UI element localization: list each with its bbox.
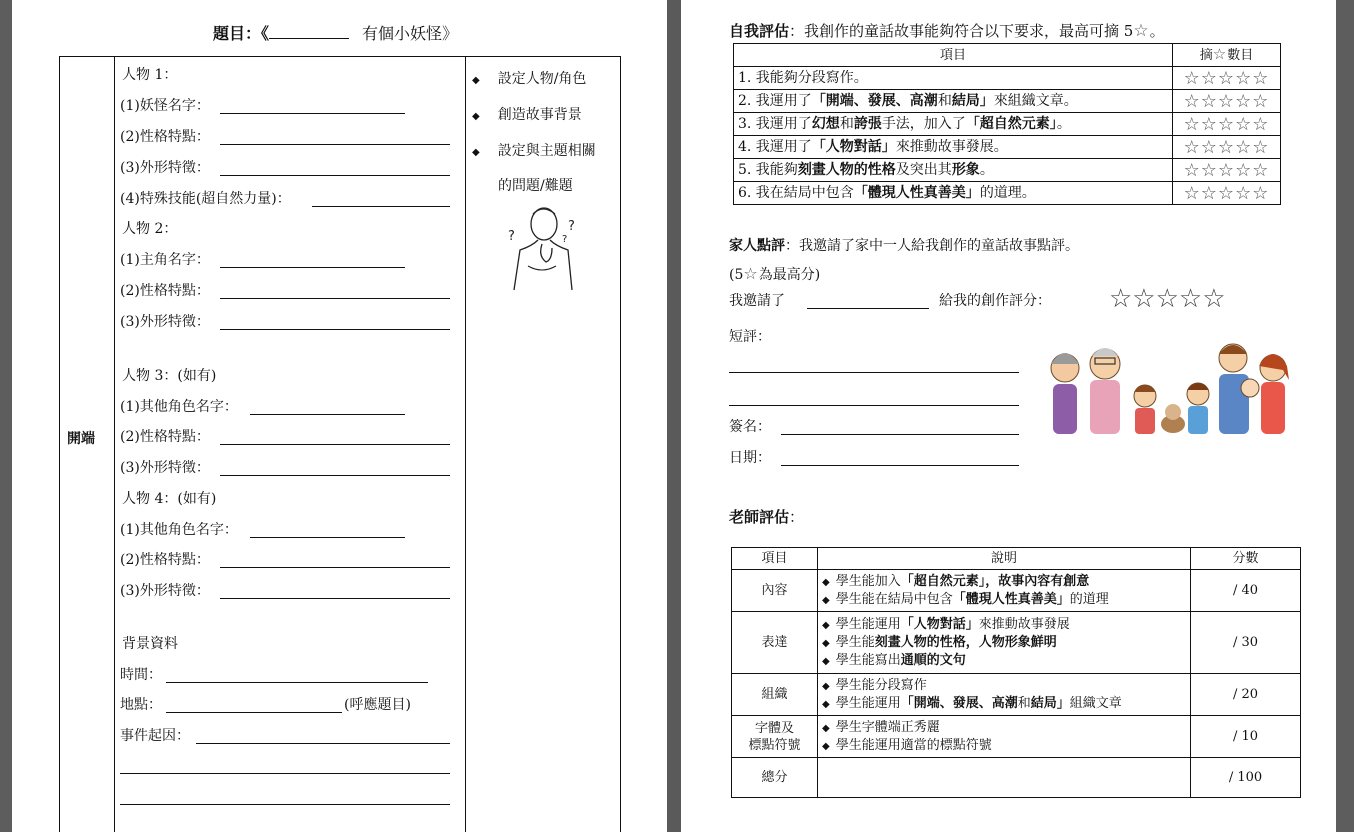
teacher-criterion: ◆ 學生能運用「開端、發展、高潮和結局」組織文章 — [822, 695, 1122, 711]
teacher-criterion: ◆ 學生能刻畫人物的性格，人物形象鮮明 — [822, 634, 1057, 650]
self-eval-table — [733, 43, 1281, 205]
self-eval-stars[interactable]: ☆☆☆☆☆ — [1173, 136, 1281, 159]
teacher-row-description — [818, 612, 1191, 674]
self-eval-row — [734, 136, 1281, 159]
self-eval-criterion: 5. 我能夠刻畫人物的性格及突出其形象。 — [734, 159, 1173, 182]
teacher-row-description — [818, 570, 1191, 612]
cause-label: 事件起因： — [120, 728, 190, 744]
char4-name-label: (1)其他角色名字： — [120, 522, 238, 538]
invitee-field[interactable] — [807, 308, 929, 309]
family-rating-stars[interactable]: ☆☆☆☆☆ — [1109, 284, 1226, 314]
table-left-border — [59, 56, 60, 832]
teacher-row-description — [818, 674, 1191, 716]
char1-power-label: (4)特殊技能(超自然力量)： — [120, 191, 291, 207]
tip-item: ◆ 設定人物/角色 — [472, 71, 587, 87]
self-eval-criterion: 4. 我運用了「人物對話」來推動故事發展。 — [734, 136, 1173, 159]
tip-item: ◆ 設定與主題相關 — [472, 143, 596, 159]
teacher-criterion: ◆ 學生能運用「人物對話」來推動故事發展 — [822, 616, 1070, 632]
teacher-row-score[interactable]: / 100 — [1191, 758, 1301, 798]
date-field[interactable] — [781, 465, 1019, 466]
cause-field-line-3[interactable] — [120, 804, 450, 805]
bullet-icon: ◆ — [822, 594, 830, 606]
char1-personality-label: (2)性格特點： — [120, 129, 210, 145]
table-right-border — [620, 56, 621, 832]
teacher-row-description — [818, 716, 1191, 758]
bullet-icon: ◆ — [822, 680, 830, 692]
char4-name-field[interactable] — [250, 537, 405, 538]
thinking-person-illustration — [502, 200, 582, 295]
char1-appearance-label: (3)外形特徵： — [120, 160, 210, 176]
invite-label: 我邀請了 — [729, 293, 785, 309]
teacher-criterion: ◆ 學生能加入「超自然元素」，故事內容有創意 — [822, 573, 1090, 589]
teacher-row-score[interactable]: / 30 — [1191, 612, 1301, 674]
worksheet-page-left — [12, 0, 667, 832]
teacher-criterion: ◆ 學生能寫出通順的文句 — [822, 652, 966, 668]
comment-label: 短評： — [729, 329, 771, 345]
bullet-icon: ◆ — [822, 619, 830, 631]
self-eval-header-stars: 摘☆數目 — [1173, 44, 1281, 67]
bullet-icon: ◆ — [822, 698, 830, 710]
self-eval-criterion: 6. 我在結局中包含「體現人性真善美」的道理。 — [734, 182, 1173, 205]
comment-field-line-2[interactable] — [729, 405, 1019, 406]
teacher-header-desc: 說明 — [818, 548, 1191, 570]
teacher-eval-row — [732, 758, 1301, 798]
cause-field-line-2[interactable] — [120, 773, 450, 774]
char2-personality-label: (2)性格特點： — [120, 283, 210, 299]
family-intro: 家人點評：我邀請了家中一人給我創作的童話故事點評。 — [729, 238, 1079, 254]
star-icon: ☆ — [743, 264, 759, 283]
date-label: 日期： — [729, 450, 771, 466]
teacher-criterion: ◆ 學生能運用適當的標點符號 — [822, 737, 992, 753]
teacher-criterion: ◆ 學生能在結局中包含「體現人性真善美」的道理 — [822, 591, 1109, 607]
bullet-icon: ◆ — [822, 740, 830, 752]
teacher-criterion: ◆ 學生能分段寫作 — [822, 677, 927, 693]
invite-rating-label: 給我的創作評分： — [939, 293, 1051, 309]
cause-field[interactable] — [196, 743, 450, 744]
sign-field[interactable] — [781, 434, 1019, 435]
tip-item: 的問題/難題 — [498, 178, 573, 194]
place-label: 地點： — [120, 697, 162, 713]
char2-appearance-field[interactable] — [220, 329, 450, 330]
teacher-header-score: 分數 — [1191, 548, 1301, 570]
char4-appearance-field[interactable] — [220, 598, 450, 599]
teacher-eval-row — [732, 570, 1301, 612]
title-text: 有個小妖怪》 — [362, 24, 459, 43]
self-eval-header-item: 項目 — [734, 44, 1173, 67]
teacher-heading: 老師評估： — [729, 508, 805, 526]
self-eval-criterion: 3. 我運用了幻想和誇張手法，加入了「超自然元素」。 — [734, 113, 1173, 136]
char3-name-field[interactable] — [250, 414, 405, 415]
bullet-icon: ◆ — [822, 655, 830, 667]
char1-name-field[interactable] — [220, 113, 405, 114]
self-eval-stars[interactable]: ☆☆☆☆☆ — [1173, 159, 1281, 182]
teacher-criterion: ◆ 學生字體端正秀麗 — [822, 719, 940, 735]
char1-appearance-field[interactable] — [220, 175, 450, 176]
teacher-eval-table — [731, 547, 1301, 798]
char4-personality-field[interactable] — [220, 567, 450, 568]
char4-personality-label: (2)性格特點： — [120, 552, 210, 568]
self-eval-stars[interactable]: ☆☆☆☆☆ — [1173, 67, 1281, 90]
char1-heading: 人物 1： — [122, 67, 178, 83]
sign-label: 簽名： — [729, 419, 771, 435]
teacher-row-score[interactable]: / 20 — [1191, 674, 1301, 716]
teacher-eval-row — [732, 674, 1301, 716]
family-scale: (5☆為最高分) — [729, 264, 821, 283]
char3-appearance-field[interactable] — [220, 475, 450, 476]
teacher-row-score[interactable]: / 40 — [1191, 570, 1301, 612]
teacher-eval-row — [732, 716, 1301, 758]
place-field[interactable] — [166, 712, 342, 713]
bullet-icon: ◆ — [822, 576, 830, 588]
time-label: 時間： — [120, 667, 162, 683]
char3-name-label: (1)其他角色名字： — [120, 399, 238, 415]
svg-text:?: ? — [562, 234, 568, 245]
teacher-header-item: 項目 — [732, 548, 818, 570]
char1-name-label: (1)妖怪名字： — [120, 98, 210, 114]
char2-personality-field[interactable] — [220, 298, 450, 299]
self-eval-stars[interactable]: ☆☆☆☆☆ — [1173, 182, 1281, 205]
self-eval-row — [734, 182, 1281, 205]
self-eval-intro: 自我評估：我創作的童話故事能夠符合以下要求，最高可摘 5☆。 — [729, 21, 1165, 41]
family-illustration — [1045, 336, 1295, 441]
self-eval-criterion: 1. 我能夠分段寫作。 — [734, 67, 1173, 90]
char3-personality-field[interactable] — [220, 444, 450, 445]
char1-power-field[interactable] — [312, 206, 450, 207]
bullet-icon: ◆ — [822, 637, 830, 649]
place-note: (呼應題目) — [344, 697, 411, 713]
page-edge-left — [0, 0, 12, 832]
char4-appearance-label: (3)外形特徵： — [120, 583, 210, 599]
char2-appearance-label: (3)外形特徵： — [120, 314, 210, 330]
svg-text:?: ? — [508, 229, 515, 244]
background-heading: 背景資料 — [122, 636, 178, 652]
teacher-row-description — [818, 758, 1191, 798]
self-eval-row — [734, 67, 1281, 90]
svg-text:?: ? — [568, 219, 575, 234]
page-gap — [667, 0, 681, 832]
teacher-row-item: 字體及 標點符號 — [732, 716, 818, 758]
char2-heading: 人物 2： — [122, 221, 178, 237]
star-icon: ☆ — [1133, 21, 1150, 41]
tip-item: ◆ 創造故事背景 — [472, 107, 582, 123]
star-icon: ☆ — [1212, 45, 1228, 63]
comment-field-line-1[interactable] — [729, 372, 1019, 373]
teacher-row-item: 組織 — [732, 674, 818, 716]
teacher-row-item: 表達 — [732, 612, 818, 674]
self-eval-row — [734, 113, 1281, 136]
char3-appearance-label: (3)外形特徵： — [120, 460, 210, 476]
self-eval-row — [734, 90, 1281, 113]
page-title: 題目：《 — [213, 25, 349, 43]
self-eval-stars[interactable]: ☆☆☆☆☆ — [1173, 90, 1281, 113]
char2-name-label: (1)主角名字： — [120, 252, 210, 268]
self-eval-stars[interactable]: ☆☆☆☆☆ — [1173, 113, 1281, 136]
teacher-row-item: 內容 — [732, 570, 818, 612]
teacher-eval-row — [732, 612, 1301, 674]
section-label-opening: 開端 — [67, 431, 95, 447]
char4-heading: 人物 4：(如有) — [122, 491, 217, 507]
table-divider-1 — [114, 56, 115, 832]
bullet-icon: ◆ — [822, 722, 830, 734]
table-divider-2 — [465, 56, 466, 832]
self-eval-row — [734, 159, 1281, 182]
time-field[interactable] — [166, 682, 428, 683]
table-top-border — [59, 56, 621, 57]
char3-personality-label: (2)性格特點： — [120, 429, 210, 445]
teacher-row-item: 總分 — [732, 758, 818, 798]
worksheet-page-right — [681, 0, 1336, 832]
self-eval-criterion: 2. 我運用了「開端、發展、高潮和結局」來組織文章。 — [734, 90, 1173, 113]
char1-personality-field[interactable] — [220, 144, 450, 145]
teacher-row-score[interactable]: / 10 — [1191, 716, 1301, 758]
char3-heading: 人物 3：(如有) — [122, 368, 217, 384]
char2-name-field[interactable] — [220, 267, 405, 268]
page-edge-right — [1336, 0, 1354, 832]
